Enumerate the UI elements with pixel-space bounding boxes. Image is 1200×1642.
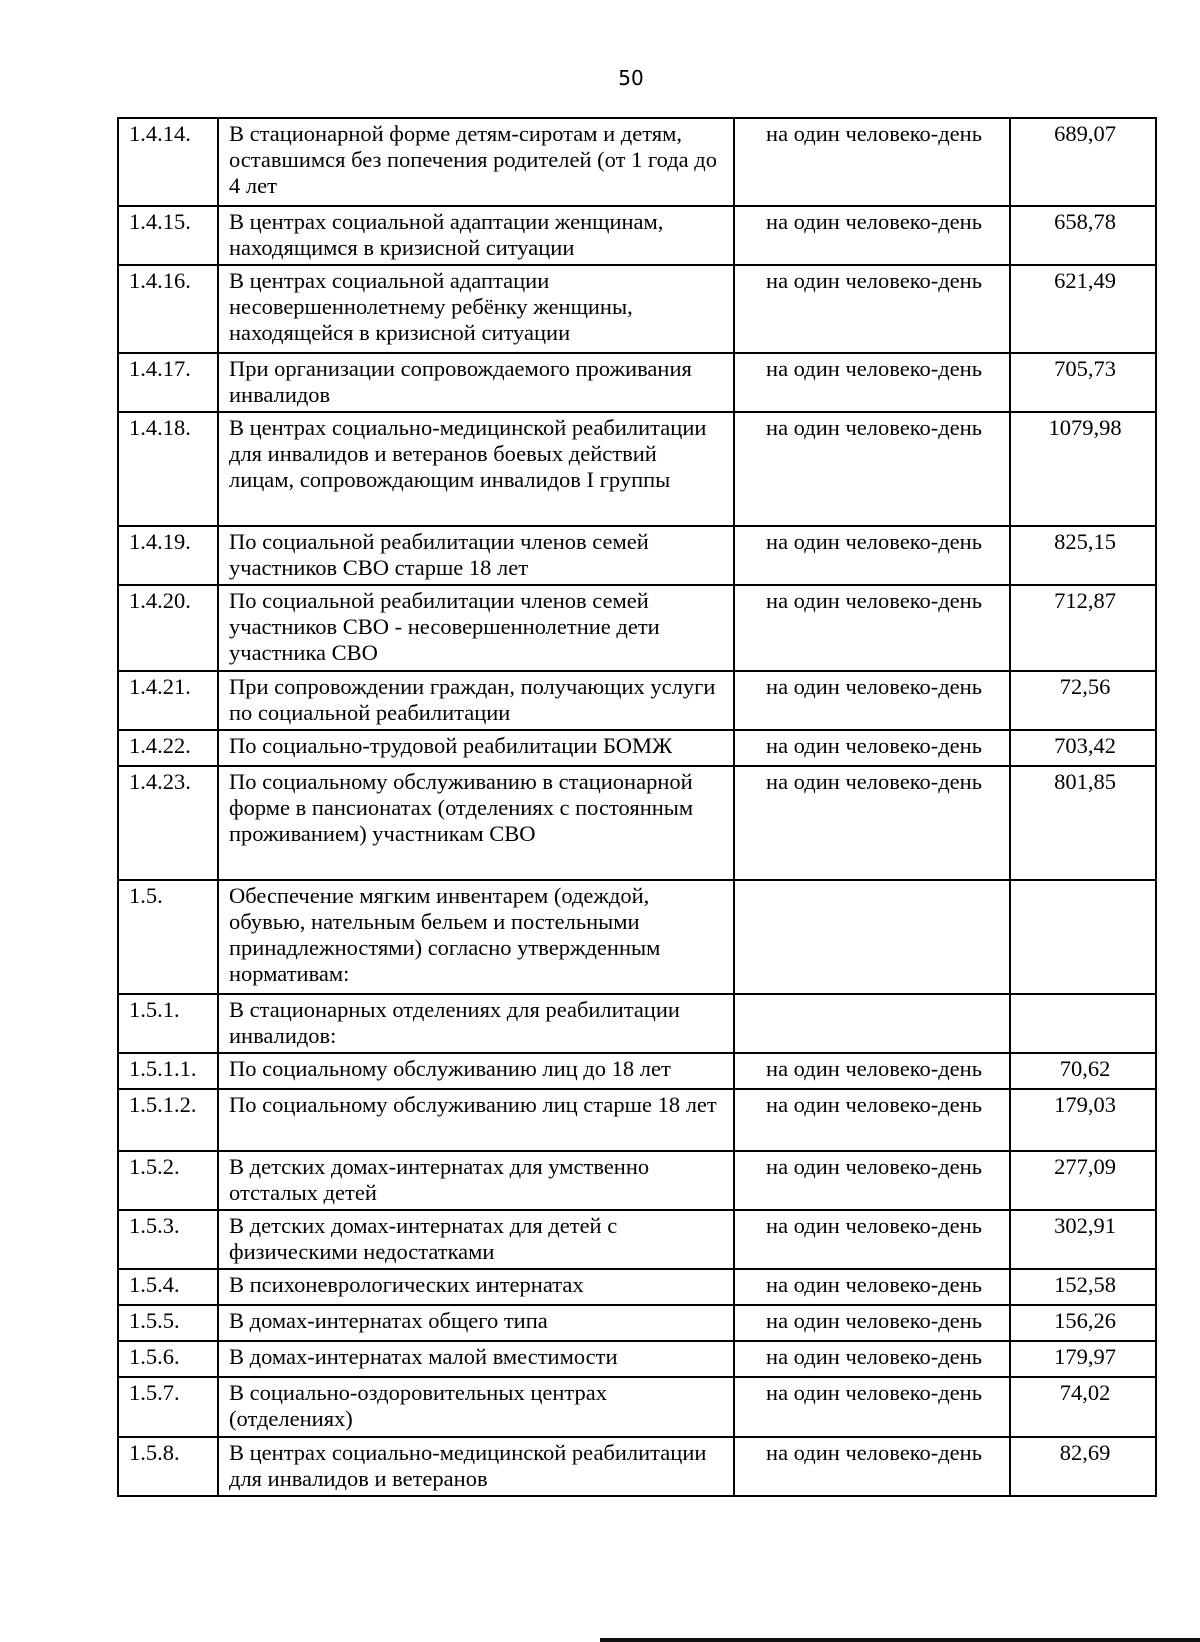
row-unit: на один человеко-день <box>734 1151 1010 1210</box>
table-row <box>118 1377 1156 1437</box>
row-description: По социально-трудовой реабилитации БОМЖ <box>218 730 734 766</box>
row-value: 179,97 <box>1010 1341 1156 1377</box>
row-code: 1.5.1.1. <box>118 1053 218 1089</box>
row-unit: на один человеко-день <box>734 412 1010 526</box>
row-unit: на один человеко-день <box>734 1341 1010 1377</box>
row-value: 152,58 <box>1010 1269 1156 1305</box>
row-unit: на один человеко-день <box>734 766 1010 880</box>
table-row <box>118 1210 1156 1269</box>
row-code: 1.5.1. <box>118 994 218 1053</box>
row-code: 1.5.4. <box>118 1269 218 1305</box>
table-row <box>118 994 1156 1053</box>
table-row <box>118 1341 1156 1377</box>
row-description: Обеспечение мягким инвентарем (одеждой, обувью, нательным бельем и постельными принадлежностями) согласно утвержденным нормативам: <box>218 880 734 994</box>
row-code: 1.4.19. <box>118 526 218 585</box>
row-code: 1.4.22. <box>118 730 218 766</box>
row-value: 712,87 <box>1010 585 1156 671</box>
table-row <box>118 880 1156 994</box>
row-unit: на один человеко-день <box>734 585 1010 671</box>
row-unit: на один человеко-день <box>734 353 1010 412</box>
table-row <box>118 353 1156 412</box>
row-code: 1.4.14. <box>118 118 218 206</box>
row-unit: на один человеко-день <box>734 1377 1010 1437</box>
row-description: В центрах социально-медицинской реабилитации для инвалидов и ветеранов боевых действий лицам, сопровождающим инвалидов I группы <box>218 412 734 526</box>
row-description: В психоневрологических интернатах <box>218 1269 734 1305</box>
row-value: 74,02 <box>1010 1377 1156 1437</box>
row-value: 179,03 <box>1010 1089 1156 1151</box>
row-code: 1.5.6. <box>118 1341 218 1377</box>
row-code: 1.4.17. <box>118 353 218 412</box>
row-code: 1.4.23. <box>118 766 218 880</box>
row-description: По социальному обслуживанию лиц до 18 лет <box>218 1053 734 1089</box>
row-description: В социально-оздоровительных центрах (отделениях) <box>218 1377 734 1437</box>
row-description: В стационарных отделениях для реабилитации инвалидов: <box>218 994 734 1053</box>
table-row <box>118 265 1156 353</box>
row-value: 621,49 <box>1010 265 1156 353</box>
table-row <box>118 526 1156 585</box>
page-bottom-rule <box>600 1638 1200 1642</box>
row-unit: на один человеко-день <box>734 1089 1010 1151</box>
row-value: 801,85 <box>1010 766 1156 880</box>
row-description: В детских домах-интернатах для умственно отсталых детей <box>218 1151 734 1210</box>
row-unit: на один человеко-день <box>734 265 1010 353</box>
tariff-table <box>117 117 1157 1497</box>
row-code: 1.5.7. <box>118 1377 218 1437</box>
row-value: 277,09 <box>1010 1151 1156 1210</box>
row-unit: на один человеко-день <box>734 206 1010 265</box>
row-unit: на один человеко-день <box>734 1437 1010 1496</box>
row-description: В домах-интернатах общего типа <box>218 1305 734 1341</box>
table-row <box>118 1269 1156 1305</box>
row-description: По социальному обслуживанию лиц старше 18 лет <box>218 1089 734 1151</box>
row-unit: на один человеко-день <box>734 118 1010 206</box>
row-unit <box>734 880 1010 994</box>
table-row <box>118 206 1156 265</box>
row-value: 70,62 <box>1010 1053 1156 1089</box>
row-code: 1.4.18. <box>118 412 218 526</box>
row-description: В центрах социальной адаптации женщинам, находящимся в кризисной ситуации <box>218 206 734 265</box>
row-description: По социальной реабилитации членов семей участников СВО старше 18 лет <box>218 526 734 585</box>
row-description: В стационарной форме детям-сиротам и детям, оставшимся без попечения родителей (от 1 года до 4 лет <box>218 118 734 206</box>
table-row <box>118 1151 1156 1210</box>
row-description: По социальной реабилитации членов семей участников СВО - несовершеннолетние дети участника СВО <box>218 585 734 671</box>
row-code: 1.5.8. <box>118 1437 218 1496</box>
row-code: 1.5.2. <box>118 1151 218 1210</box>
row-value: 72,56 <box>1010 671 1156 730</box>
row-unit: на один человеко-день <box>734 1269 1010 1305</box>
table-row <box>118 1053 1156 1089</box>
table-row <box>118 412 1156 526</box>
row-unit: на один человеко-день <box>734 526 1010 585</box>
row-value: 82,69 <box>1010 1437 1156 1496</box>
row-description: В центрах социально-медицинской реабилитации для инвалидов и ветеранов <box>218 1437 734 1496</box>
table-row <box>118 1437 1156 1496</box>
row-code: 1.4.15. <box>118 206 218 265</box>
row-unit: на один человеко-день <box>734 1210 1010 1269</box>
row-description: При сопровождении граждан, получающих услуги по социальной реабилитации <box>218 671 734 730</box>
row-unit <box>734 994 1010 1053</box>
row-description: В центрах социальной адаптации несовершеннолетнему ребёнку женщины, находящейся в кризисной ситуации <box>218 265 734 353</box>
tariff-table-body <box>118 118 1156 1496</box>
row-value: 658,78 <box>1010 206 1156 265</box>
table-row <box>118 118 1156 206</box>
row-value <box>1010 994 1156 1053</box>
row-value <box>1010 880 1156 994</box>
row-value: 825,15 <box>1010 526 1156 585</box>
row-description: По социальному обслуживанию в стационарной форме в пансионатах (отделениях с постоянным проживанием) участникам СВО <box>218 766 734 880</box>
row-value: 689,07 <box>1010 118 1156 206</box>
table-row <box>118 1305 1156 1341</box>
row-unit: на один человеко-день <box>734 1053 1010 1089</box>
row-description: В домах-интернатах малой вместимости <box>218 1341 734 1377</box>
table-row <box>118 671 1156 730</box>
table-row <box>118 1089 1156 1151</box>
row-code: 1.4.20. <box>118 585 218 671</box>
row-value: 703,42 <box>1010 730 1156 766</box>
row-code: 1.5. <box>118 880 218 994</box>
row-code: 1.4.16. <box>118 265 218 353</box>
row-code: 1.5.3. <box>118 1210 218 1269</box>
row-code: 1.4.21. <box>118 671 218 730</box>
row-code: 1.5.1.2. <box>118 1089 218 1151</box>
row-description: При организации сопровождаемого проживания инвалидов <box>218 353 734 412</box>
row-value: 156,26 <box>1010 1305 1156 1341</box>
table-row <box>118 766 1156 880</box>
row-unit: на один человеко-день <box>734 671 1010 730</box>
row-value: 302,91 <box>1010 1210 1156 1269</box>
table-row <box>118 585 1156 671</box>
page-number: 50 <box>618 66 644 90</box>
row-value: 1079,98 <box>1010 412 1156 526</box>
row-value: 705,73 <box>1010 353 1156 412</box>
row-unit: на один человеко-день <box>734 730 1010 766</box>
row-unit: на один человеко-день <box>734 1305 1010 1341</box>
row-code: 1.5.5. <box>118 1305 218 1341</box>
row-description: В детских домах-интернатах для детей с физическими недостатками <box>218 1210 734 1269</box>
table-row <box>118 730 1156 766</box>
